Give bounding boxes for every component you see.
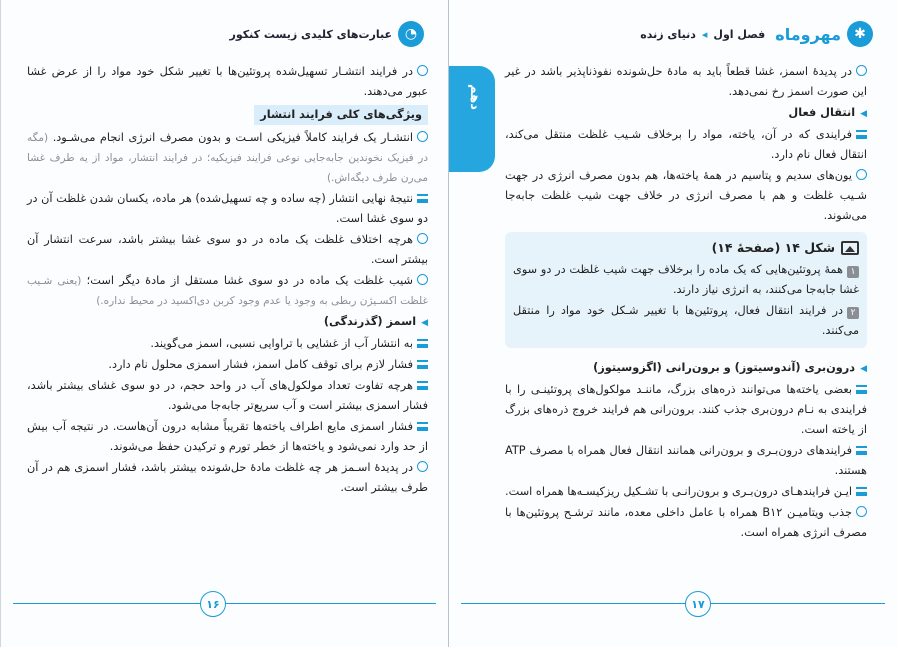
right-footer	[449, 591, 897, 617]
left-paragraph: شیب غلظت یک ماده در دو سوی غشا مستقل از مادهٔ دیگر است؛ (یعنی شـیب غلظت اکسـیژن ربطی به وجود یا عدم وجود کربن دی‌اکسید در محیط نداره.)	[27, 274, 428, 307]
lines-icon	[856, 130, 867, 139]
right-paragraph: ایـن فرایندهـای درون‌بـری و برون‌رانـی با تشـکیل ریزکیسـه‌ها همراه است.	[505, 482, 867, 502]
right-paragraph: در پدیدهٔ اسمز، غشا قطعاً باید به مادهٔ حل‌شونده نفوذناپذیر باشد در غیر این صورت اسمز رخ نمی‌دهد.	[505, 65, 867, 98]
left-paragraph: به انتشار آب از غشایی با تراوایی نسبی، اسمز می‌گویند.	[27, 334, 428, 354]
left-page	[0, 0, 448, 647]
chapter-label: فصل اول	[713, 27, 766, 41]
lines-icon	[417, 339, 428, 348]
left-content	[27, 62, 428, 499]
right-paragraph: بعضی یاخته‌ها می‌توانند ذره‌های بزرگ، ماننـد مولکول‌های پروتئینـی را با فرایندی به نـام درون‌بری جذب کنند. برون‌رانی هم فرایند خروج ذره‌های بزرگ از یاخته است.	[505, 383, 867, 436]
grade-side-tab	[449, 66, 495, 172]
bullet-icon	[417, 131, 428, 142]
right-page	[449, 0, 897, 647]
breadcrumb-separator-icon: ◂	[701, 27, 708, 41]
right-paragraph: جذب ویتامیـن B۱۲ همراه با عامل داخلی معده، مانند ترشـح پروتئین‌ها با مصرف انرژی همراه است.	[505, 506, 867, 539]
section-heading: ◀ انتقال فعال	[505, 103, 867, 124]
right-header-brand	[775, 21, 873, 47]
footer-line	[461, 603, 885, 604]
section-title: ویژگی‌های کلی فرایند انتشار	[254, 105, 428, 125]
bullet-icon	[417, 461, 428, 472]
lines-icon	[417, 381, 428, 390]
right-header	[449, 20, 897, 48]
lines-icon	[856, 385, 867, 394]
brand-logo-icon: ◔	[398, 21, 424, 47]
left-paragraph: هرچه اختلاف غلظت یک ماده در دو سوی غشا بیشتر باشد، سرعت انتشار آن بیشتر است.	[27, 233, 428, 266]
section-label: دنیای زنده	[640, 27, 696, 41]
brand-name: مهروماه	[775, 24, 841, 44]
bullet-icon	[417, 233, 428, 244]
figure-item: ۱همهٔ پروتئین‌هایی که یک ماده را برخلاف جهت شیب غلظت در دو سوی غشا جابه‌جا می‌کنند، به انرژی نیاز دارند.	[513, 263, 859, 296]
right-paragraph: یون‌های سدیم و پتاسیم در همهٔ یاخته‌ها، هم بدون مصرف انرژی در جهت شـیب غلظت و هم با مصرف انرژی در خلاف جهت شیب غلظت جابه‌جا می‌شوند.	[505, 169, 867, 222]
link-icon	[856, 506, 867, 517]
figure-title: شکل ۱۴ (صفحهٔ ۱۴)	[513, 238, 859, 258]
left-header-logo	[230, 21, 424, 47]
lines-icon	[856, 487, 867, 496]
left-footer	[1, 591, 448, 617]
section-heading: ◀ درون‌بری (آندوسیتوز) و برون‌رانی (اگزوسیتوز)	[505, 358, 867, 379]
side-tab-label: دهم	[467, 84, 482, 110]
left-paragraph: فشار لازم برای توقف کامل اسمز، فشار اسمزی محلول نام دارد.	[27, 355, 428, 375]
bullet-icon	[417, 274, 428, 285]
left-paragraph: نتیجهٔ نهایی انتشار (چه ساده و چه تسهیل‌شده) هر ماده، یکسان شدن غلظت آن در دو سوی غشا است.	[27, 192, 428, 225]
lines-icon	[417, 194, 428, 203]
left-paragraph: در فرایند انتشـار تسهیل‌شده پروتئین‌ها با تغییر شکل خود مواد را از عرض غشا عبور می‌دهند.	[27, 65, 428, 98]
left-paragraph: هرچه تفاوت تعداد مولکول‌های آب در واحد حجم، در دو سوی غشای بیشتر باشد، فشار اسمزی بیشتر است و آب سریع‌تر جابه‌جا می‌شود.	[27, 379, 428, 412]
lines-icon	[417, 422, 428, 431]
section-heading: ◀ اسمز (گذرندگی)	[27, 312, 428, 333]
left-paragraph: انتشـار یک فرایند کاملاً فیزیکی اسـت و بدون مصرف انرژی انجام می‌شـود. (مگه در فیزیک نخوندین جابه‌جایی نوعی فرایند فیزیکیه؛ در فرایند انتشار، مواد از یه طرف غشا می‌رن طرف دیگه‌اش.)	[27, 131, 428, 184]
right-content	[505, 62, 867, 544]
lines-icon	[856, 446, 867, 455]
left-header	[1, 20, 448, 48]
bullet-icon	[856, 65, 867, 76]
page-number: ۱۶	[200, 591, 226, 617]
image-icon	[841, 241, 859, 255]
page-number: ۱۷	[685, 591, 711, 617]
left-paragraph: در پدیدهٔ اسـمز هر چه غلظت مادهٔ حل‌شونده بیشتر باشد، فشار اسمزی هم در آن طرف بیشتر است.	[27, 461, 428, 494]
right-paragraph: فرایندهای درون‌بـری و برون‌رانی همانند انتقال فعال همراه با مصرف ATP هستند.	[505, 444, 867, 477]
right-paragraph: فرایندی که در آن، یاخته، مواد را برخلاف شـیب غلظت منتقل می‌کند، انتقال فعال نام دارد.	[505, 128, 867, 161]
left-paragraph: فشار اسمزی مایع اطراف یاخته‌ها تقریباً مشابه درون آن‌هاست. در نتیجه آب بیش از حد وارد نمی‌شود و یاخته‌ها از خطر تورم و ترکیدن حفظ می‌شوند.	[27, 420, 428, 453]
bullet-icon	[417, 65, 428, 76]
fan-logo-icon: ✱	[847, 21, 873, 47]
lines-icon	[417, 360, 428, 369]
left-header-title: عبارت‌های کلیدی زیست کنکور	[229, 27, 392, 41]
figure-box	[505, 232, 867, 348]
figure-item: ۲در فرایند انتقال فعال، پروتئین‌ها با تغییر شـکل خود مواد را منتقل می‌کنند.	[513, 304, 859, 337]
bullet-icon	[856, 169, 867, 180]
